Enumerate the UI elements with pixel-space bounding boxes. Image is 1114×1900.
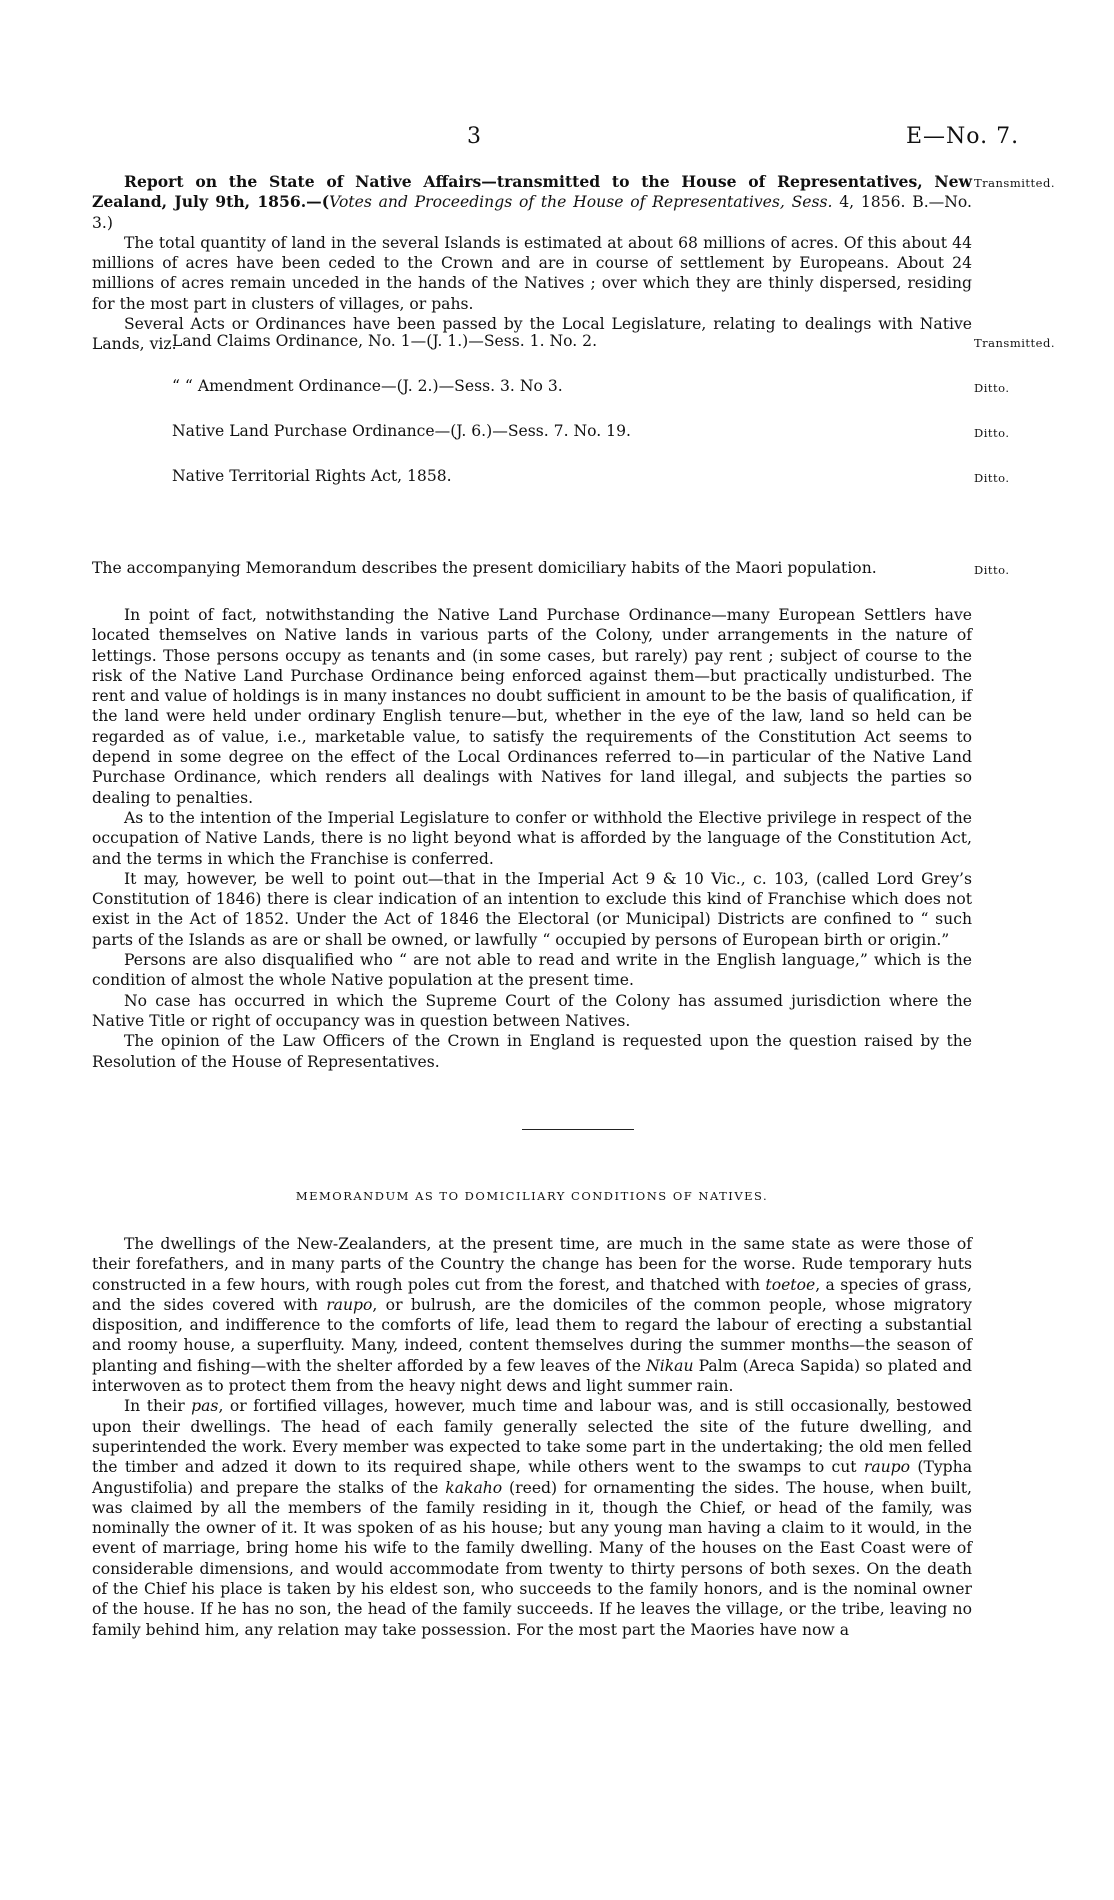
paragraph: The opinion of the Law Officers of the Crown in England is requested upon the question raised by the Resolution of the House of Representatives. <box>92 1032 972 1071</box>
paragraph: As to the intention of the Imperial Legislature to confer or withhold the Elective privilege in respect of the occupation of Native Lands, there is no light beyond what is afforded by the language of the Constitution Act, and the terms in which the Franchise is conferred. <box>92 808 972 868</box>
italic-term: Nikau <box>646 1356 694 1375</box>
italic-term: toetoe <box>765 1275 816 1294</box>
report-paragraph: The total quantity of land in the several Islands is estimated at about 68 millions of acres. Of this about 44 millions of acres have been ceded to the Crown and are in course of settlement by Europeans. About 24 millions of acres remain unceded in the hands of the Natives ; over which they are thinly dispersed, residing for the most part in clusters of villages, or pahs. <box>92 233 972 313</box>
act-item: Native Territorial Rights Act, 1858. <box>172 467 452 485</box>
memorandum-heading: MEMORANDUM AS TO DOMICILIARY CONDITIONS OF NATIVES. <box>295 1189 769 1203</box>
text-run: , or bulrush, are the domiciles of the common people, whose migratory disposition, and indifference to the comforts of life, lead them to regard the labour of erecting a substantial and roomy house, a superfluity. Many, indeed, content themselves during the summer months—the season of planting and fishing—with the shelter afforded by a few leaves of the <box>92 1295 972 1375</box>
text-run: Palm (Areca Sapida) so plated and interwoven as to protect them from the heavy night dews and light summer rain. <box>92 1356 972 1396</box>
report-title-text: Report on the State of Native Affairs—transmitted to the House of Representatives, New Zealand, July 9th, 1856.—( <box>92 172 972 212</box>
margin-note: Ditto. <box>974 471 1010 485</box>
memorandum-paragraph <box>92 1396 972 1640</box>
document-code: E—No. 7. <box>906 124 1020 149</box>
margin-note: Transmitted. <box>974 336 1055 350</box>
act-item: Land Claims Ordinance, No. 1—(J. 1.)—Sess. 1. No. 2. <box>172 332 598 350</box>
report-paragraph: Several Acts or Ordinances have been passed by the Local Legislature, relating to dealings with Native Lands, viz. <box>92 315 972 354</box>
act-item: “ “ Amendment Ordinance—(J. 2.)—Sess. 3. No 3. <box>172 377 563 395</box>
report-title <box>92 172 972 233</box>
text-run: The dwellings of the New-Zealanders, at the present time, are much in the same state as were those of their forefathers, and in many parts of the Country the change has been for the worse. Rude temporary huts constructed in a few hours, with rough poles cut from the forest, and thatched with <box>92 1235 972 1294</box>
paragraph: It may, however, be well to point out—that in the Imperial Act 9 & 10 Vic., c. 103, (called Lord Grey’s Constitution of 1846) there is clear indication of an intention to exclude this kind of Franchise which does not exist in the Act of 1852. Under the Act of 1846 the Electoral (or Municipal) Districts are confined to “ such parts of the Islands as are or shall be owned, or lawfully “ occupied by persons of European birth or origin.” <box>92 869 972 949</box>
text-run: In their <box>124 1397 192 1416</box>
margin-note: Ditto. <box>974 426 1010 440</box>
memorandum-reference: The accompanying Memorandum describes the present domiciliary habits of the Maori population. <box>92 559 877 577</box>
report-source-tail: 4, 1856. B.—No. 3.) <box>92 193 972 232</box>
text-run: , or fortified villages, however, much time and labour was, and is still occasionally, bestowed upon their dwellings. The head of each family generally selected the site of the future dwelling, and superintended the work. Every member was expected to take some part in the undertaking; the old men felled the timber and adzed it down to its required shape, while others went to the swamps to cut <box>92 1397 972 1477</box>
paragraph: Persons are also disqualified who “ are not able to read and write in the English language,” which is the condition of almost the whole Native population at the present time. <box>92 951 972 990</box>
italic-term: raupo <box>326 1295 373 1314</box>
page-number: 3 <box>467 124 481 149</box>
italic-term: raupo <box>863 1458 911 1477</box>
text-run: (reed) for ornamenting the sides. The house, when built, was claimed by all the members of the family residing in it, though the Chief, or head of the family, was nominally the owner of it. It was spoken of as his house; but any young man having a claim to it would, in the event of marriage, bring home his wife to the family dwelling. Many of the houses on the East Coast were of considerable dimensions, and would accommodate from twenty to thirty persons of both sexes. On the death of the Chief his place is taken by his eldest son, who succeeds to the family honors, and is the nominal owner of the house. If he has no son, the head of the family succeeds. If he leaves the village, or the tribe, leaving no family behind him, any relation may take possession. For the most part the Maories have now a <box>92 1478 972 1639</box>
paragraph: No case has occurred in which the Supreme Court of the Colony has assumed jurisdiction where the Native Title or right of occupancy was in question between Natives. <box>92 991 972 1030</box>
report-source: Votes and Proceedings of the House of Representatives, Sess. <box>329 193 833 212</box>
margin-note: Ditto. <box>974 563 1010 577</box>
memorandum-paragraph <box>92 1234 972 1396</box>
section-divider <box>522 1129 634 1130</box>
report-section <box>92 172 972 355</box>
paragraph: In point of fact, notwithstanding the Native Land Purchase Ordinance—many European Settlers have located themselves on Native lands in various parts of the Colony, under arrangements in the nature of lettings. Those persons occupy as tenants and (in some cases, but rarely) pay rent ; subject of course to the risk of the Native Land Purchase Ordinance being enforced against them—but practically undisturbed. The rent and value of holdings is in many instances no doubt sufficient in amount to be the basis of qualification, if the land were held under ordinary English tenure—but, whether in the eye of the law, land so held can be regarded as of value, i.e., marketable value, to satisfy the requirements of the Constitution Act seems to depend in some degree on the effect of the Local Ordinances referred to—in particular of the Native Land Purchase Ordinance, which renders all dealings with Natives for land illegal, and subjects the parties so dealing to penalties. <box>92 606 972 807</box>
franchise-section <box>92 605 972 1072</box>
margin-note: Ditto. <box>974 381 1010 395</box>
italic-term: kakaho <box>445 1478 503 1497</box>
text-run: , a species of grass, and the sides covered with <box>92 1275 972 1314</box>
text-run: (Typha Angustifolia) and prepare the stalks of the <box>92 1458 972 1497</box>
memorandum-body <box>92 1234 972 1640</box>
act-item: Native Land Purchase Ordinance—(J. 6.)—Sess. 7. No. 19. <box>172 422 631 440</box>
italic-term: pas <box>191 1397 219 1416</box>
margin-note-transmitted: Transmitted. <box>974 176 1055 190</box>
